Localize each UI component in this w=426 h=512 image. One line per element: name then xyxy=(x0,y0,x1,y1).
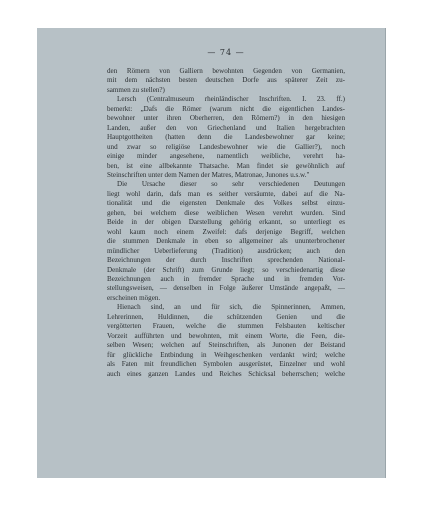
text-line: ben, ist eine allbekannte Thatsache. Man findet sie gewöhnlich auf xyxy=(107,161,345,170)
text-line: mit dem nächsten besten deutschen Dorfe aus späterer Zeit zu- xyxy=(107,76,345,85)
text-line: Bezeichnungen auch in fremder Sprache und in fremden Vor- xyxy=(107,274,345,283)
text-line: Beide in der obigen Darstellung gehörig erkannt, so unterliegt es xyxy=(107,218,345,227)
text-line: Die Ursache dieser so sehr verschiedenen Deutungen xyxy=(117,180,345,189)
text-line: Lersch (Centralmuseum rheinländischer Inschriften. I. 23. ff.) xyxy=(117,95,345,104)
text-line: Hauptgottheiten (hatten denn die Landesbewohner gar keine; xyxy=(107,133,345,142)
book-page xyxy=(37,28,386,478)
text-line: einige minder angesehene, namentlich weibliche, verehrt ha- xyxy=(107,152,345,161)
text-line: den Römern von Galliern bewohnten Gegenden von Germanien, xyxy=(107,67,345,75)
text-line: gehen, bei welchem diese weiblichen Wesen verehrt wurden. Sind xyxy=(107,208,345,217)
text-line: und zwar so religiöse Landesbewohner wie die Gallier?), noch xyxy=(107,142,345,151)
text-line: Landen, außer den von Griechenland und Italien hergebrachten xyxy=(107,123,345,132)
text-line: bemerkt: „Dafs die Römer (warum nicht die eigentlichen Landes- xyxy=(107,104,345,113)
page-text-block xyxy=(107,48,345,379)
text-line: vergötterten Frauen, welche die stummen Felsbauten keltischer xyxy=(107,322,345,331)
text-line: Steinschriften unter dem Namen der Matres, Matronae, Junones u.s.w." xyxy=(107,170,310,179)
text-line: für glückliche Entbindung in Weihgeschenken verdankt wird; welche xyxy=(107,350,345,359)
page-number: — 74 — xyxy=(207,48,245,57)
text-line: stellungsweisen, — denselben in Folge äußerer Umstände angepaßt, — xyxy=(107,284,345,293)
text-line: Lehrerinnen, Huldinnen, die schützenden Genien und die xyxy=(107,312,345,321)
text-line: tionalität und die eigensten Denkmale des Volkes selbst einzu- xyxy=(107,199,345,208)
text-line: die stummen Denkmale in eben so allgemeiner als ununterbrochener xyxy=(107,237,345,246)
text-line: selben Wesen; welchen auf Steinschriften, als Junonen der Beistand xyxy=(107,341,345,350)
text-line: mündlicher Ueberlieferung (Tradition) ausdrücken; auch den xyxy=(107,246,345,255)
text-line: Bezeichnungen der durch Inschriften sprechenden National- xyxy=(107,256,345,265)
text-line: auch eines ganzen Landes und Reiches Schicksal beherrschen; welche xyxy=(107,369,345,378)
text-line: als Faten mit freundlichen Symbolen ausgerüstet, Einzelner und wohl xyxy=(107,360,345,369)
text-line: erscheinen mögen. xyxy=(107,293,161,302)
text-line: sammen zu stellen?) xyxy=(107,85,165,94)
text-line: bewohner unter ihren Oberherren, den Römern?) in den hiesigen xyxy=(107,114,345,123)
text-line: Hienach sind, an und für sich, die Spinnerinnen, Ammen, xyxy=(117,303,345,312)
text-line: wohl kaum noch einem Zweifel: dafs derjenige Begriff, welchen xyxy=(107,227,345,236)
text-line: Vorzeit aufführten und bewohnten, mit einem Worte, die Feen, die- xyxy=(107,331,345,340)
text-line: Denkmale (der Schrift) zum Grunde liegt; so verschiedenartig diese xyxy=(107,265,345,274)
text-line: liegt wohl darin, dafs man es seither versäumte, dabei auf die Na- xyxy=(107,189,345,198)
